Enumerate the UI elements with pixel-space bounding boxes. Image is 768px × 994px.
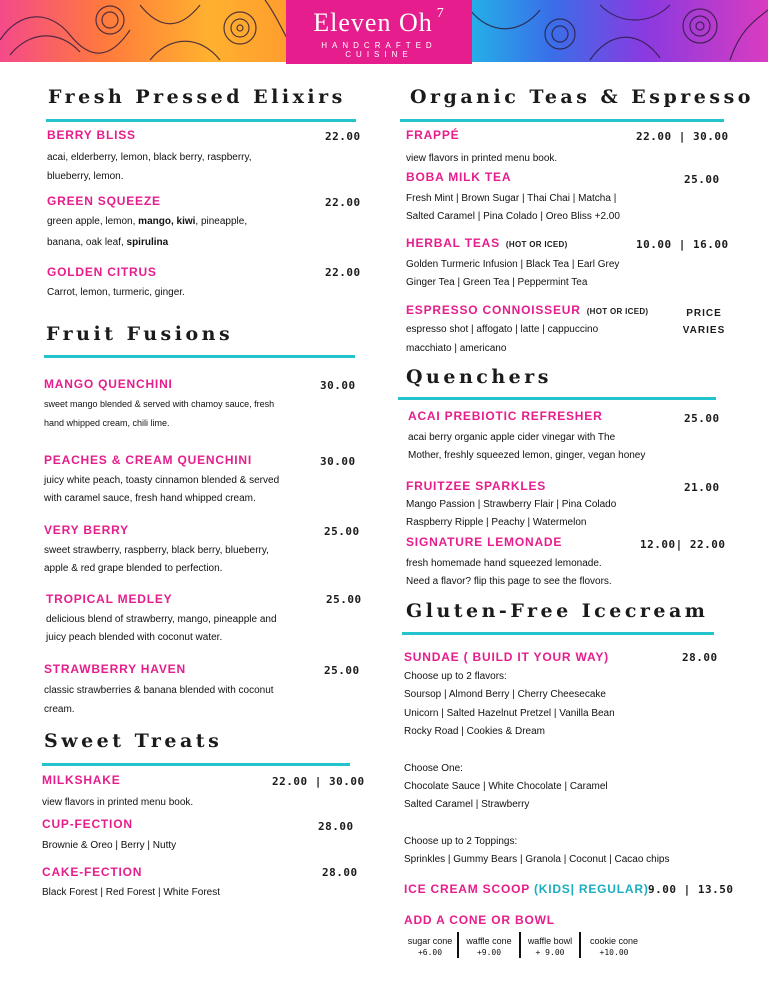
- cone-option: waffle cone +9.00: [466, 936, 512, 957]
- item-name-herbal: HERBAL TEAS (HOT OR ICED): [406, 236, 568, 250]
- section-title-fusions: Fruit Fusions: [46, 323, 234, 345]
- section-divider: [46, 119, 356, 122]
- item-name-berry-bliss: BERRY BLISS: [47, 128, 136, 142]
- item-desc: fresh homemade hand squeezed lemonade.: [406, 558, 602, 569]
- item-desc: apple & red grape blended to perfection.: [44, 563, 223, 574]
- item-price: 9.00 | 13.50: [648, 883, 734, 896]
- section-divider: [398, 397, 716, 400]
- item-desc: juicy white peach, toasty cinnamon blended & served: [44, 475, 280, 486]
- item-price: 25.00: [684, 173, 720, 186]
- item-name-cone: ADD A CONE OR BOWL: [404, 913, 555, 927]
- item-desc: hand whipped cream, chili lime.: [44, 418, 170, 428]
- item-desc: Need a flavor? flip this page to see the flovors.: [406, 576, 612, 587]
- item-desc: acai berry organic apple cider vinegar with The: [408, 432, 616, 443]
- sundae-flavors: Rocky Road | Cookies & Dream: [404, 726, 545, 737]
- cone-divider: [579, 932, 581, 958]
- item-desc: juicy peach blended with coconut water.: [46, 632, 223, 643]
- item-price-berry-bliss: 22.00: [325, 130, 361, 143]
- item-desc: Mother, freshly squeezed lemon, ginger, vegan honey: [408, 450, 646, 461]
- item-name-espresso: ESPRESSO CONNOISSEUR (HOT OR ICED): [406, 303, 649, 317]
- sundae-flavors: Soursop | Almond Berry | Cherry Cheesecake: [404, 689, 606, 700]
- item-price: 25.00: [326, 593, 362, 606]
- item-name-strawberry-haven: STRAWBERRY HAVEN: [44, 662, 186, 676]
- item-desc: banana, oak leaf, spirulina: [47, 237, 169, 248]
- item-price: 28.00: [682, 651, 718, 664]
- item-price-golden-citrus: 22.00: [325, 266, 361, 279]
- item-desc: view flavors in printed menu book.: [406, 153, 558, 164]
- item-price: 30.00: [320, 379, 356, 392]
- item-name-fruitzee: FRUITZEE SPARKLES: [406, 479, 547, 493]
- cone-option: cookie cone +10.00: [589, 936, 639, 957]
- item-price: 12.00| 22.00: [640, 538, 726, 551]
- section-title-teas: Organic Teas & Espresso: [410, 86, 754, 108]
- section-title-quenchers: Quenchers: [406, 366, 552, 388]
- cone-option: waffle bowl + 9.00: [527, 936, 573, 957]
- item-name-lemonade: SIGNATURE LEMONADE: [406, 535, 563, 549]
- sundae-sauces: Salted Caramel | Strawberry: [404, 799, 530, 810]
- item-desc: delicious blend of strawberry, mango, pineapple and: [46, 614, 277, 625]
- sundae-toppings-heading: Choose up to 2 Toppings:: [404, 836, 518, 847]
- item-desc: macchiato | americano: [406, 343, 507, 354]
- item-desc: Fresh Mint | Brown Sugar | Thai Chai | Matcha |: [406, 193, 617, 204]
- item-name-scoop: ICE CREAM SCOOP (KIDS| REGULAR): [404, 882, 649, 896]
- brand-name: Eleven Oh $^7$: [313, 6, 445, 37]
- cone-option: sugar cone +6.00: [407, 936, 453, 957]
- sundae-sauces: Chocolate Sauce | White Chocolate | Caramel: [404, 781, 608, 792]
- item-desc: sweet strawberry, raspberry, black berry, blueberry,: [44, 545, 269, 556]
- cone-divider: [457, 932, 459, 958]
- section-divider: [42, 763, 350, 766]
- item-desc: green apple, lemon, mango, kiwi, pineapple,: [47, 216, 248, 227]
- item-name-frappe: FRAPPÉ: [406, 128, 460, 142]
- sundae-flavors: Unicorn | Salted Hazelnut Pretzel | Vanilla Bean: [404, 708, 615, 719]
- item-price-green-squeeze: 22.00: [325, 196, 361, 209]
- item-desc: Carrot, lemon, turmeric, ginger.: [47, 287, 185, 298]
- item-desc: Ginger Tea | Green Tea | Peppermint Tea: [406, 277, 588, 288]
- section-divider: [44, 355, 355, 358]
- item-name-peaches-cream: PEACHES & CREAM QUENCHINI: [44, 453, 253, 467]
- item-price: 25.00: [684, 412, 720, 425]
- item-price: PRICE VARIES: [682, 308, 726, 336]
- item-name-tropical-medley: TROPICAL MEDLEY: [46, 592, 173, 606]
- item-desc: acai, elderberry, lemon, black berry, raspberry,: [47, 152, 252, 163]
- item-desc: classic strawberries & banana blended with coconut: [44, 685, 274, 696]
- sundae-sauces-heading: Choose One:: [404, 763, 463, 774]
- item-name-mango-quenchini: MANGO QUENCHINI: [44, 377, 173, 391]
- item-name-milkshake: MILKSHAKE: [42, 773, 121, 787]
- item-name-very-berry: VERY BERRY: [44, 523, 129, 537]
- section-divider: [402, 632, 714, 635]
- brand-superscript: 7: [436, 6, 445, 21]
- item-desc: Black Forest | Red Forest | White Forest: [42, 887, 221, 898]
- section-title-treats: Sweet Treats: [44, 730, 223, 752]
- item-desc: Raspberry Ripple | Peachy | Watermelon: [406, 517, 587, 528]
- section-title-elixirs: Fresh Pressed Elixirs: [48, 86, 346, 108]
- item-name-cup-fection: CUP-FECTION: [42, 817, 133, 831]
- item-desc: Salted Caramel | Pina Colado | Oreo Bliss +2.00: [406, 211, 620, 222]
- item-desc: Mango Passion | Strawberry Flair | Pina Colado: [406, 499, 617, 510]
- item-price: 25.00: [324, 525, 360, 538]
- cone-divider: [519, 932, 521, 958]
- item-desc: Golden Turmeric Infusion | Black Tea | Earl Grey: [406, 259, 620, 270]
- sundae-flavors-heading: Choose up to 2 flavors:: [404, 671, 507, 682]
- item-desc: sweet mango blended & served with chamoy sauce, fresh: [44, 399, 275, 409]
- sundae-toppings: Sprinkles | Gummy Bears | Granola | Coconut | Cacao chips: [404, 854, 670, 865]
- item-desc: view flavors in printed menu book.: [42, 797, 194, 808]
- item-price: 25.00: [324, 664, 360, 677]
- item-name-cake-fection: CAKE-FECTION: [42, 865, 143, 879]
- item-desc: with caramel sauce, fresh hand whipped cream.: [44, 493, 256, 504]
- item-desc: espresso shot | affogato | latte | cappuccino: [406, 324, 599, 335]
- brand-tagline: HANDCRAFTED CUISINE: [321, 41, 437, 59]
- item-price: 28.00: [318, 820, 354, 833]
- item-name-green-squeeze: GREEN SQUEEZE: [47, 194, 161, 208]
- item-name-acai: ACAI PREBIOTIC REFRESHER: [408, 409, 603, 423]
- item-price: 10.00 | 16.00: [636, 238, 729, 251]
- brand-logo: [286, 0, 472, 64]
- item-price: 22.00 | 30.00: [636, 130, 729, 143]
- item-price: 28.00: [322, 866, 358, 879]
- section-divider: [400, 119, 724, 122]
- item-price: 22.00 | 30.00: [272, 775, 365, 788]
- section-title-icecream: Gluten-Free Icecream: [406, 600, 709, 622]
- item-price: 21.00: [684, 481, 720, 494]
- item-name-boba: BOBA MILK TEA: [406, 170, 512, 184]
- item-desc: cream.: [44, 704, 75, 715]
- item-name-sundae: SUNDAE ( BUILD IT YOUR WAY): [404, 650, 609, 664]
- item-desc: Brownie & Oreo | Berry | Nutty: [42, 840, 177, 851]
- item-price: 30.00: [320, 455, 356, 468]
- item-desc: blueberry, lemon.: [47, 171, 124, 182]
- kids-regular-label: (KIDS| REGULAR): [533, 882, 649, 896]
- item-name-golden-citrus: GOLDEN CITRUS: [47, 265, 157, 279]
